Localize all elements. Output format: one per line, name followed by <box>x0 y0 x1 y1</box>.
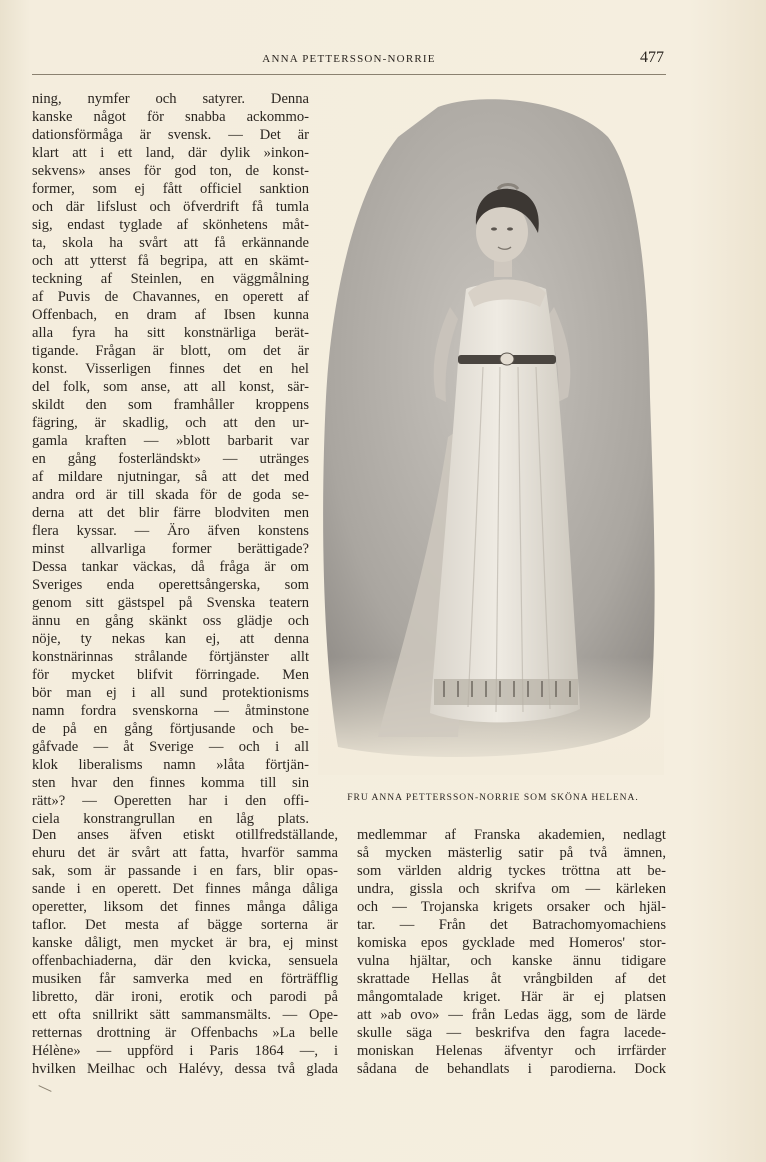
text-line: andra ord är till skada för de goda se- <box>32 487 309 503</box>
text-line: sig, endast tyglade af skönhetens måt- <box>32 217 309 233</box>
text-line: dationsförmåga är svensk. — Det är <box>32 127 309 143</box>
text-line: del folk, som anse, att all konst, sär- <box>32 379 309 395</box>
text-line: sekvens» anses för god ton, de konst- <box>32 163 309 179</box>
page-number: 477 <box>640 49 664 66</box>
text-line: retternas drottning är Offenbachs »La belle <box>32 1025 338 1041</box>
text-line: genom sitt gästspel på Svenska teatern <box>32 595 309 611</box>
text-line: moniskan Helenas äfventyr och irrfärder <box>357 1043 666 1059</box>
text-line: klok liberalisms namn »låta förtjän- <box>32 757 309 773</box>
text-line: tigande. Frågan är blott, om det är <box>32 343 309 359</box>
text-line: gåfvade — åt Sverige — och i all <box>32 739 309 755</box>
text-line: skrattade Hellas åt vrångbilden af det <box>357 971 666 987</box>
text-line: ett ofta snillrikt sätt sammansmälts. — Ope- <box>32 1007 338 1023</box>
text-line: ciela konstrangrullan en låg plats. <box>32 811 309 827</box>
text-line: medlemmar af Franska akademien, nedlagt <box>357 827 666 843</box>
text-line: att »ab ovo» — från Ledas ägg, som de lärde <box>357 1007 666 1023</box>
text-line: Sveriges enda operettsångerska, som <box>32 577 309 593</box>
text-line: gamla kraften — »blott barbarit var <box>32 433 309 449</box>
text-line: de på en gång förtjusande och be- <box>32 721 309 737</box>
text-line: Hélène» — uppförd i Paris 1864 —, i <box>32 1043 338 1059</box>
text-line: kanske dåligt, men mycket är bra, ej minst <box>32 935 338 951</box>
text-line: som världen aldrig tyckes tröttna att be- <box>357 863 666 879</box>
photo-caption: FRU ANNA PETTERSSON-NORRIE SOM SKÖNA HELENA. <box>347 793 639 803</box>
running-head-title: ANNA PETTERSSON-NORRIE <box>262 53 436 65</box>
text-line: musiken får samverka med en förträfflig <box>32 971 338 987</box>
text-line: ännu en gång skänkt oss glädje och <box>32 613 309 629</box>
text-line: offenbachiaderna, där den kvicka, sensuela <box>32 953 338 969</box>
text-line: ta, skola ha svårt att få erkännande <box>32 235 309 251</box>
text-line: fägring, är skadlig, och att den ur- <box>32 415 309 431</box>
running-head <box>32 48 666 75</box>
text-line: sten hvar den finnes komma till sin <box>32 775 309 791</box>
text-line: hvilken Meilhac och Halévy, dessa två glada <box>32 1061 338 1077</box>
text-line: sak, som är passande i en fars, blir opas- <box>32 863 338 879</box>
text-line: ning, nymfer och satyrer. Denna <box>32 91 309 107</box>
text-line: skildt den som framhåller kroppens <box>32 397 309 413</box>
text-line: och där lifslust och öfverdrift få tumla <box>32 199 309 215</box>
text-line: och — Trojanska krigets orsaker och hjäl- <box>357 899 666 915</box>
text-line: så mycken mästerlig satir på två ämnen, <box>357 845 666 861</box>
text-line: rätt»? — Operetten har i den offi- <box>32 793 309 809</box>
portrait-photograph <box>318 97 664 775</box>
text-line: alla fyra ha sitt konstnärliga berät- <box>32 325 309 341</box>
text-line: undra, gissla och skrifva om — kärleken <box>357 881 666 897</box>
text-line: för mycket blifvit förringade. Men <box>32 667 309 683</box>
text-line: en gång fosterländskt» — utränges <box>32 451 309 467</box>
right-text-column <box>357 826 666 1078</box>
left-text-column <box>32 90 309 828</box>
text-line: sådana de behandlats i parodierna. Dock <box>357 1061 666 1077</box>
text-line: flera kyssar. — Äro äfven konstens <box>32 523 309 539</box>
text-line: ehuru det är svårt att fatta, hvarför samma <box>32 845 338 861</box>
text-line: libretto, där ironi, erotik och parodi på <box>32 989 338 1005</box>
text-line: af Puvis de Chavannes, en operett af <box>32 289 309 305</box>
text-line: Offenbach, en dram af Ibsen kunna <box>32 307 309 323</box>
text-line: teckning af Steinlen, en väggmålning <box>32 271 309 287</box>
text-line: bör man ej i all sund protektionisms <box>32 685 309 701</box>
text-line: konst. Visserligen finnes det en hel <box>32 361 309 377</box>
text-line: vulna hjältar, och kanske ännu tidigare <box>357 953 666 969</box>
text-line: af mildare njutningar, så att det med <box>32 469 309 485</box>
text-line: kanske något för snabba ackommo- <box>32 109 309 125</box>
text-line: former, som ej fått officiel sanktion <box>32 181 309 197</box>
text-line: taflor. Det mesta af bägge sorterna är <box>32 917 338 933</box>
text-line: och att ytterst få begripa, att en skämt- <box>32 253 309 269</box>
text-line: komiska epos gycklade med Homeros' stor- <box>357 935 666 951</box>
text-line: mångomtalade kriget. Här är ej platsen <box>357 989 666 1005</box>
text-line: nöje, ty nekas kan ej, att denna <box>32 631 309 647</box>
text-line: konstnärinnas strålande förtjänster allt <box>32 649 309 665</box>
text-line: Den anses äfven etiskt otillfredställande, <box>32 827 338 843</box>
text-line: minst allvarliga former berättigade? <box>32 541 309 557</box>
text-line: Dessa tankar väckas, då fråga är om <box>32 559 309 575</box>
text-line: sande i en operett. Det finnes många dåliga <box>32 881 338 897</box>
text-line: operetter, liksom det finnes många dåliga <box>32 899 338 915</box>
text-line: namn fordra svenskorna — åtminstone <box>32 703 309 719</box>
text-line: skulle säga — beskrifva den fagra lacede- <box>357 1025 666 1041</box>
text-line: derna att det blir färre blodviten men <box>32 505 309 521</box>
portrait-image <box>318 97 664 775</box>
bottom-left-text-column <box>32 826 338 1078</box>
text-line: klart att i ett land, där dylik »inkon- <box>32 145 309 161</box>
text-line: tar. — Från det Batrachomyomachiens <box>357 917 666 933</box>
